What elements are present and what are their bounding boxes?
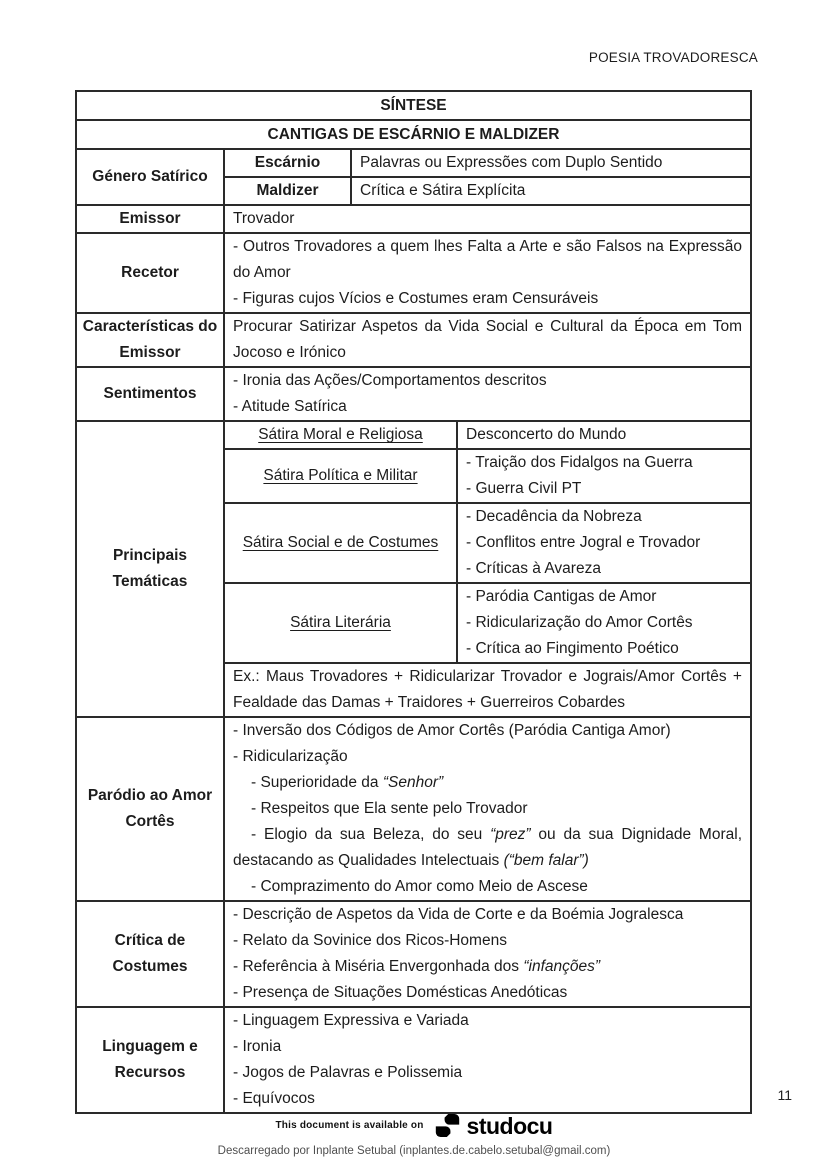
tematica-item: - Traição dos Fidalgos na Guerra — [466, 454, 693, 471]
emissor-value: Trovador — [233, 210, 295, 227]
linguagem-line: - Equívocos — [233, 1090, 315, 1107]
sentimentos-line: - Ironia das Ações/Comportamentos descritos — [233, 372, 547, 389]
critica-line-quote: “infanções” — [523, 958, 601, 975]
critica-line — [233, 954, 742, 980]
studocu-logo — [434, 1112, 553, 1139]
page-header-title: POESIA TROVADORESCA — [588, 50, 758, 65]
row-emissor — [77, 204, 750, 232]
genero-label: Género Satírico — [77, 150, 225, 204]
footer-available-text: This document is available on — [275, 1119, 424, 1131]
maldizer-term: Maldizer — [225, 178, 352, 204]
table-subtitle: CANTIGAS DE ESCÁRNIO E MALDIZER — [77, 119, 750, 148]
tematica-item: - Conflitos entre Jogral e Trovador — [466, 534, 701, 551]
critica-label: Crítica de Costumes — [77, 902, 225, 1006]
maldizer-def: Crítica e Sátira Explícita — [360, 182, 526, 199]
tematicas-label: Principais Temáticas — [77, 422, 225, 716]
row-sentimentos — [77, 366, 750, 420]
parodia-line-quote: “prez” — [490, 826, 531, 843]
parodia-line-text: ou da sua Dignidade Moral, destacando as Qualidades Intelectuais — [233, 826, 742, 869]
row-parodia — [77, 716, 750, 900]
parodia-label: Paródio ao Amor Cortês — [77, 718, 225, 900]
studocu-wordmark: studocu — [466, 1112, 553, 1139]
sentimentos-label: Sentimentos — [77, 368, 225, 420]
row-linguagem-recursos — [77, 1006, 750, 1112]
row-critica-costumes — [77, 900, 750, 1006]
tematica-item: - Crítica ao Fingimento Poético — [466, 640, 679, 657]
studocu-icon — [434, 1112, 461, 1139]
sentimentos-line: - Atitude Satírica — [233, 398, 347, 415]
footer-brand-row — [0, 1112, 828, 1139]
parodia-line-quote: (“bem falar”) — [503, 852, 589, 869]
recetor-label: Recetor — [77, 234, 225, 312]
escarnio-term: Escárnio — [225, 150, 352, 176]
linguagem-label: Linguagem e Recursos — [77, 1008, 225, 1112]
critica-line: - Presença de Situações Domésticas Anedóticas — [233, 984, 568, 1001]
tematica-item: - Críticas à Avareza — [466, 560, 601, 577]
critica-line: - Descrição de Aspetos da Vida de Corte e da Boémia Jogralesca — [233, 906, 684, 923]
recetor-line: - Outros Trovadores a quem lhes Falta a Arte e são Falsos na Expressão do Amor — [233, 238, 742, 281]
parodia-line — [233, 822, 742, 874]
parodia-line-text: - Superioridade da — [251, 774, 383, 791]
linguagem-line: - Linguagem Expressiva e Variada — [233, 1012, 469, 1029]
parodia-line — [233, 770, 742, 796]
parodia-line: - Respeitos que Ela sente pelo Trovador — [251, 800, 528, 817]
genero-row-escarnio — [225, 150, 750, 176]
tematica-item: - Paródia Cantigas de Amor — [466, 588, 657, 605]
critica-line-text: - Referência à Miséria Envergonhada dos — [233, 958, 524, 975]
tematica-item: - Guerra Civil PT — [466, 480, 582, 497]
tematica-row-moral — [225, 422, 750, 448]
tematica-topic: Sátira Literária — [290, 614, 391, 631]
caracteristicas-label: Características do Emissor — [77, 314, 225, 366]
linguagem-line: - Jogos de Palavras e Polissemia — [233, 1064, 463, 1081]
critica-line: - Relato da Sovinice dos Ricos-Homens — [233, 932, 507, 949]
tematica-row-social — [225, 502, 750, 582]
tematica-item: Desconcerto do Mundo — [466, 426, 627, 443]
caracteristicas-text: Procurar Satirizar Aspetos da Vida Social e Cultural da Época em Tom Jocoso e Irónico — [233, 318, 742, 361]
tematica-item: - Decadência da Nobreza — [466, 508, 642, 525]
tematicas-example: Ex.: Maus Trovadores + Ridicularizar Trovador e Jograis/Amor Cortês + Fealdade das Damas + Traidores + Guerreiros Cobardes — [233, 668, 742, 711]
emissor-label: Emissor — [77, 206, 225, 232]
tematica-row-literaria — [225, 582, 750, 662]
parodia-line: - Comprazimento do Amor como Meio de Ascese — [251, 878, 588, 895]
parodia-line-text: - Elogio da sua Beleza, do seu — [251, 826, 491, 843]
parodia-line-quote: “Senhor” — [382, 774, 444, 791]
tematica-row-politica — [225, 448, 750, 502]
row-principais-tematicas — [77, 420, 750, 716]
linguagem-line: - Ironia — [233, 1038, 282, 1055]
genero-row-maldizer — [225, 176, 750, 204]
parodia-line: - Ridicularização — [233, 748, 348, 765]
page-number: 11 — [777, 1087, 792, 1103]
tematica-row-example — [225, 662, 750, 716]
parodia-line: - Inversão dos Códigos de Amor Cortês (Paródia Cantiga Amor) — [233, 722, 671, 739]
tematica-item: - Ridicularização do Amor Cortês — [466, 614, 693, 631]
tematica-topic: Sátira Política e Militar — [263, 467, 418, 484]
row-caracteristicas — [77, 312, 750, 366]
table-title: SÍNTESE — [380, 97, 447, 114]
synthesis-table — [75, 90, 752, 1114]
footer-download-notice: Descarregado por Inplante Setubal (inplantes.de.cabelo.setubal@gmail.com) — [217, 1145, 611, 1157]
escarnio-def: Palavras ou Expressões com Duplo Sentido — [360, 154, 663, 171]
recetor-line: - Figuras cujos Vícios e Costumes eram Censuráveis — [233, 290, 599, 307]
row-genero-satirico — [77, 148, 750, 204]
tematica-topic: Sátira Moral e Religiosa — [258, 426, 423, 443]
tematica-topic: Sátira Social e de Costumes — [242, 534, 439, 551]
row-recetor — [77, 232, 750, 312]
